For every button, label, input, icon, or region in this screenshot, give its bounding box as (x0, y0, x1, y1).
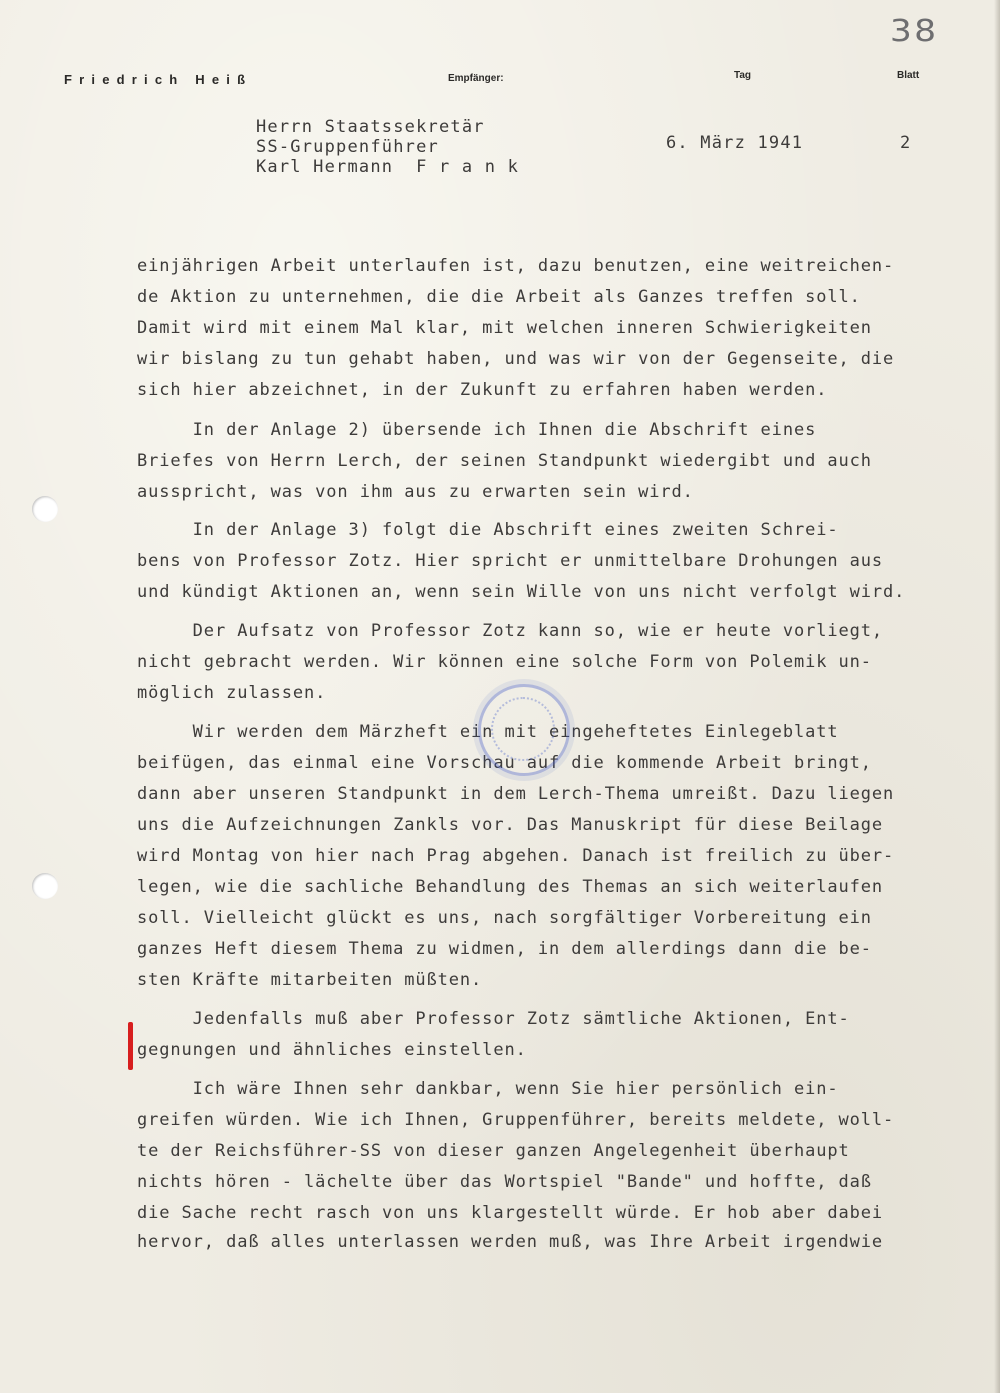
letterhead-sender: Friedrich Heiß (64, 72, 253, 87)
body-line: Jedenfalls muß aber Professor Zotz sämtliche Aktionen, Ent- (137, 1009, 850, 1029)
page-number: 38 (889, 14, 939, 49)
body-line: hervor, daß alles unterlassen werden muß, was Ihre Arbeit irgendwie (137, 1232, 884, 1252)
recipient-block (256, 117, 520, 217)
body-line: Damit wird mit einem Mal klar, mit welchen inneren Schwierigkeiten (137, 318, 872, 338)
body-line: greifen würden. Wie ich Ihnen, Gruppenführer, bereits meldete, woll- (137, 1110, 895, 1130)
letter-sheet-number: 2 (900, 133, 911, 153)
body-line: Ich wäre Ihnen sehr dankbar, wenn Sie hier persönlich ein- (137, 1079, 839, 1099)
body-line: Der Aufsatz von Professor Zotz kann so, wie er heute vorliegt, (137, 621, 884, 641)
body-line: sten Kräfte mitarbeiten müßten. (137, 970, 483, 990)
body-line: wir bislang zu tun gehabt haben, und was wir von der Gegenseite, die (137, 349, 895, 369)
body-line: ausspricht, was von ihm aus zu erwarten sein wird. (137, 482, 694, 502)
letterhead-sheet-label: Blatt (897, 70, 920, 81)
body-line: legen, wie die sachliche Behandlung des Themas an sich weiterlaufen (137, 877, 884, 897)
letterhead-recipient-label: Empfänger: (448, 73, 504, 84)
letter-date: 6. März 1941 (666, 133, 804, 153)
body-line: sich hier abzeichnet, in der Zukunft zu erfahren haben werden. (137, 380, 828, 400)
page-edge-shadow (994, 0, 1000, 1393)
body-line: einjährigen Arbeit unterlaufen ist, dazu benutzen, eine weitreichen- (137, 256, 895, 276)
body-line: soll. Vielleicht glückt es uns, nach sorgfältiger Vorbereitung ein (137, 908, 872, 928)
body-line: die Sache recht rasch von uns klargestellt würde. Er hob aber dabei (137, 1203, 884, 1223)
body-line: In der Anlage 3) folgt die Abschrift eines zweiten Schrei- (137, 520, 839, 540)
recipient-line-2: SS-Gruppenführer (256, 137, 439, 157)
body-line: dann aber unseren Standpunkt in dem Lerch-Thema umreißt. Dazu liegen (137, 784, 895, 804)
body-line: beifügen, das einmal eine Vorschau auf die kommende Arbeit bringt, (137, 753, 872, 773)
body-line: wird Montag von hier nach Prag abgehen. Danach ist freilich zu über- (137, 846, 895, 866)
body-line: und kündigt Aktionen an, wenn sein Wille von uns nicht verfolgt wird. (137, 582, 906, 602)
body-line: uns die Aufzeichnungen Zankls vor. Das Manuskript für diese Beilage (137, 815, 884, 835)
body-line: In der Anlage 2) übersende ich Ihnen die Abschrift eines (137, 420, 817, 440)
body-line: Briefes von Herrn Lerch, der seinen Standpunkt wiedergibt und auch (137, 451, 872, 471)
body-line: te der Reichsführer-SS von dieser ganzen Angelegenheit überhaupt (137, 1141, 850, 1161)
recipient-line-3: Karl Hermann F r a n k (256, 157, 520, 177)
punch-hole-lower (32, 873, 58, 899)
body-line: bens von Professor Zotz. Hier spricht er unmittelbare Drohungen aus (137, 551, 884, 571)
archive-stamp-inner-ring (491, 697, 555, 761)
body-line: de Aktion zu unternehmen, die die Arbeit als Ganzes treffen soll. (137, 287, 861, 307)
body-line: nicht gebracht werden. Wir können eine solche Form von Polemik un- (137, 652, 872, 672)
body-line: Wir werden dem Märzheft ein mit eingeheftetes Einlegeblatt (137, 722, 839, 742)
body-line: ganzes Heft diesem Thema zu widmen, in dem allerdings dann die be- (137, 939, 872, 959)
archive-stamp (478, 684, 570, 776)
body-line: möglich zulassen. (137, 683, 327, 703)
punch-hole-upper (32, 496, 58, 522)
letterhead-date-label: Tag (734, 70, 752, 81)
body-line: nichts hören - lächelte über das Wortspiel "Bande" und hoffte, daß (137, 1172, 872, 1192)
recipient-line-1: Herrn Staatssekretär (256, 117, 485, 137)
body-line: gegnungen und ähnliches einstellen. (137, 1040, 527, 1060)
red-margin-mark (128, 1022, 133, 1070)
